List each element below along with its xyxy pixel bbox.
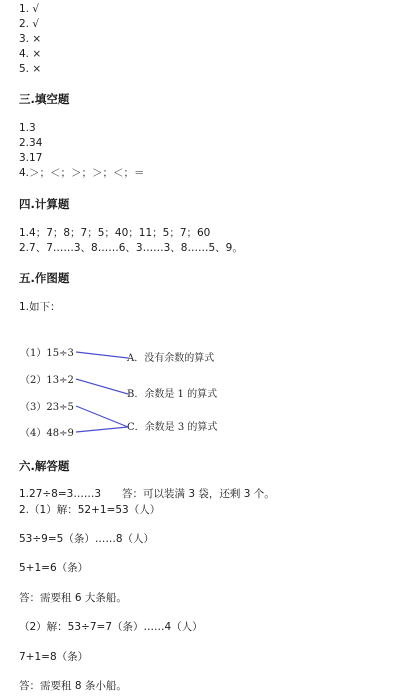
answer-line: 5+1=6（条） — [19, 562, 89, 574]
diagram-left-item: （3）23÷5 — [20, 402, 74, 413]
answer-line: 3.17 — [19, 152, 43, 164]
answer-line: 3. × — [19, 33, 42, 45]
diagram-right-item: A．没有余数的算式 — [127, 353, 215, 364]
answer-line: 2.34 — [19, 137, 43, 149]
answer-line: （2）解：53÷7=7（条）……4（人） — [19, 621, 203, 633]
answer-line: 5. × — [19, 63, 42, 75]
section-heading-solve: 六.解答题 — [19, 459, 70, 473]
diagram-left-item: （1）15÷3 — [20, 348, 74, 359]
answer-line: 1.如下： — [19, 301, 61, 313]
answer-line: 4.＞；＜；＞；＞；＜；＝ — [19, 167, 145, 179]
answer-line: 2.（1）解：52+1=53（人） — [19, 504, 161, 516]
answer-line: 2. √ — [19, 18, 40, 30]
answer-line: 2.7、7……3、8……6、3……3、8……5、9。 — [19, 242, 243, 254]
matching-diagram — [0, 335, 409, 445]
answer-line: 答：需要租 8 条小船。 — [19, 680, 127, 692]
section-heading-draw: 五.作图题 — [19, 271, 70, 285]
answer-line: 7+1=8（条） — [19, 651, 89, 663]
answer-line: 53÷9=5（条）……8（人） — [19, 533, 154, 545]
connector-line — [76, 427, 128, 432]
answer-line: 1.4；7；8；7；5；40；11；5；7；60 — [19, 227, 211, 239]
diagram-left-item: （4）48÷9 — [20, 428, 74, 439]
diagram-right-item: B．余数是 1 的算式 — [127, 389, 218, 400]
connector-line — [76, 352, 128, 358]
connector-line — [76, 406, 128, 427]
connector-line — [76, 379, 128, 394]
diagram-right-item: C．余数是 3 的算式 — [127, 422, 218, 433]
section-heading-fill: 三.填空题 — [19, 92, 70, 106]
diagram-left-item: （2）13÷2 — [20, 375, 74, 386]
section-heading-calc: 四.计算题 — [19, 197, 70, 211]
answer-line: 1.3 — [19, 122, 36, 134]
answer-line: 1.27÷8=3……3 答：可以装满 3 袋，还剩 3 个。 — [19, 488, 275, 500]
answer-line: 4. × — [19, 48, 42, 60]
answer-line: 答：需要租 6 大条船。 — [19, 592, 127, 604]
answer-line: 1. √ — [19, 3, 40, 15]
